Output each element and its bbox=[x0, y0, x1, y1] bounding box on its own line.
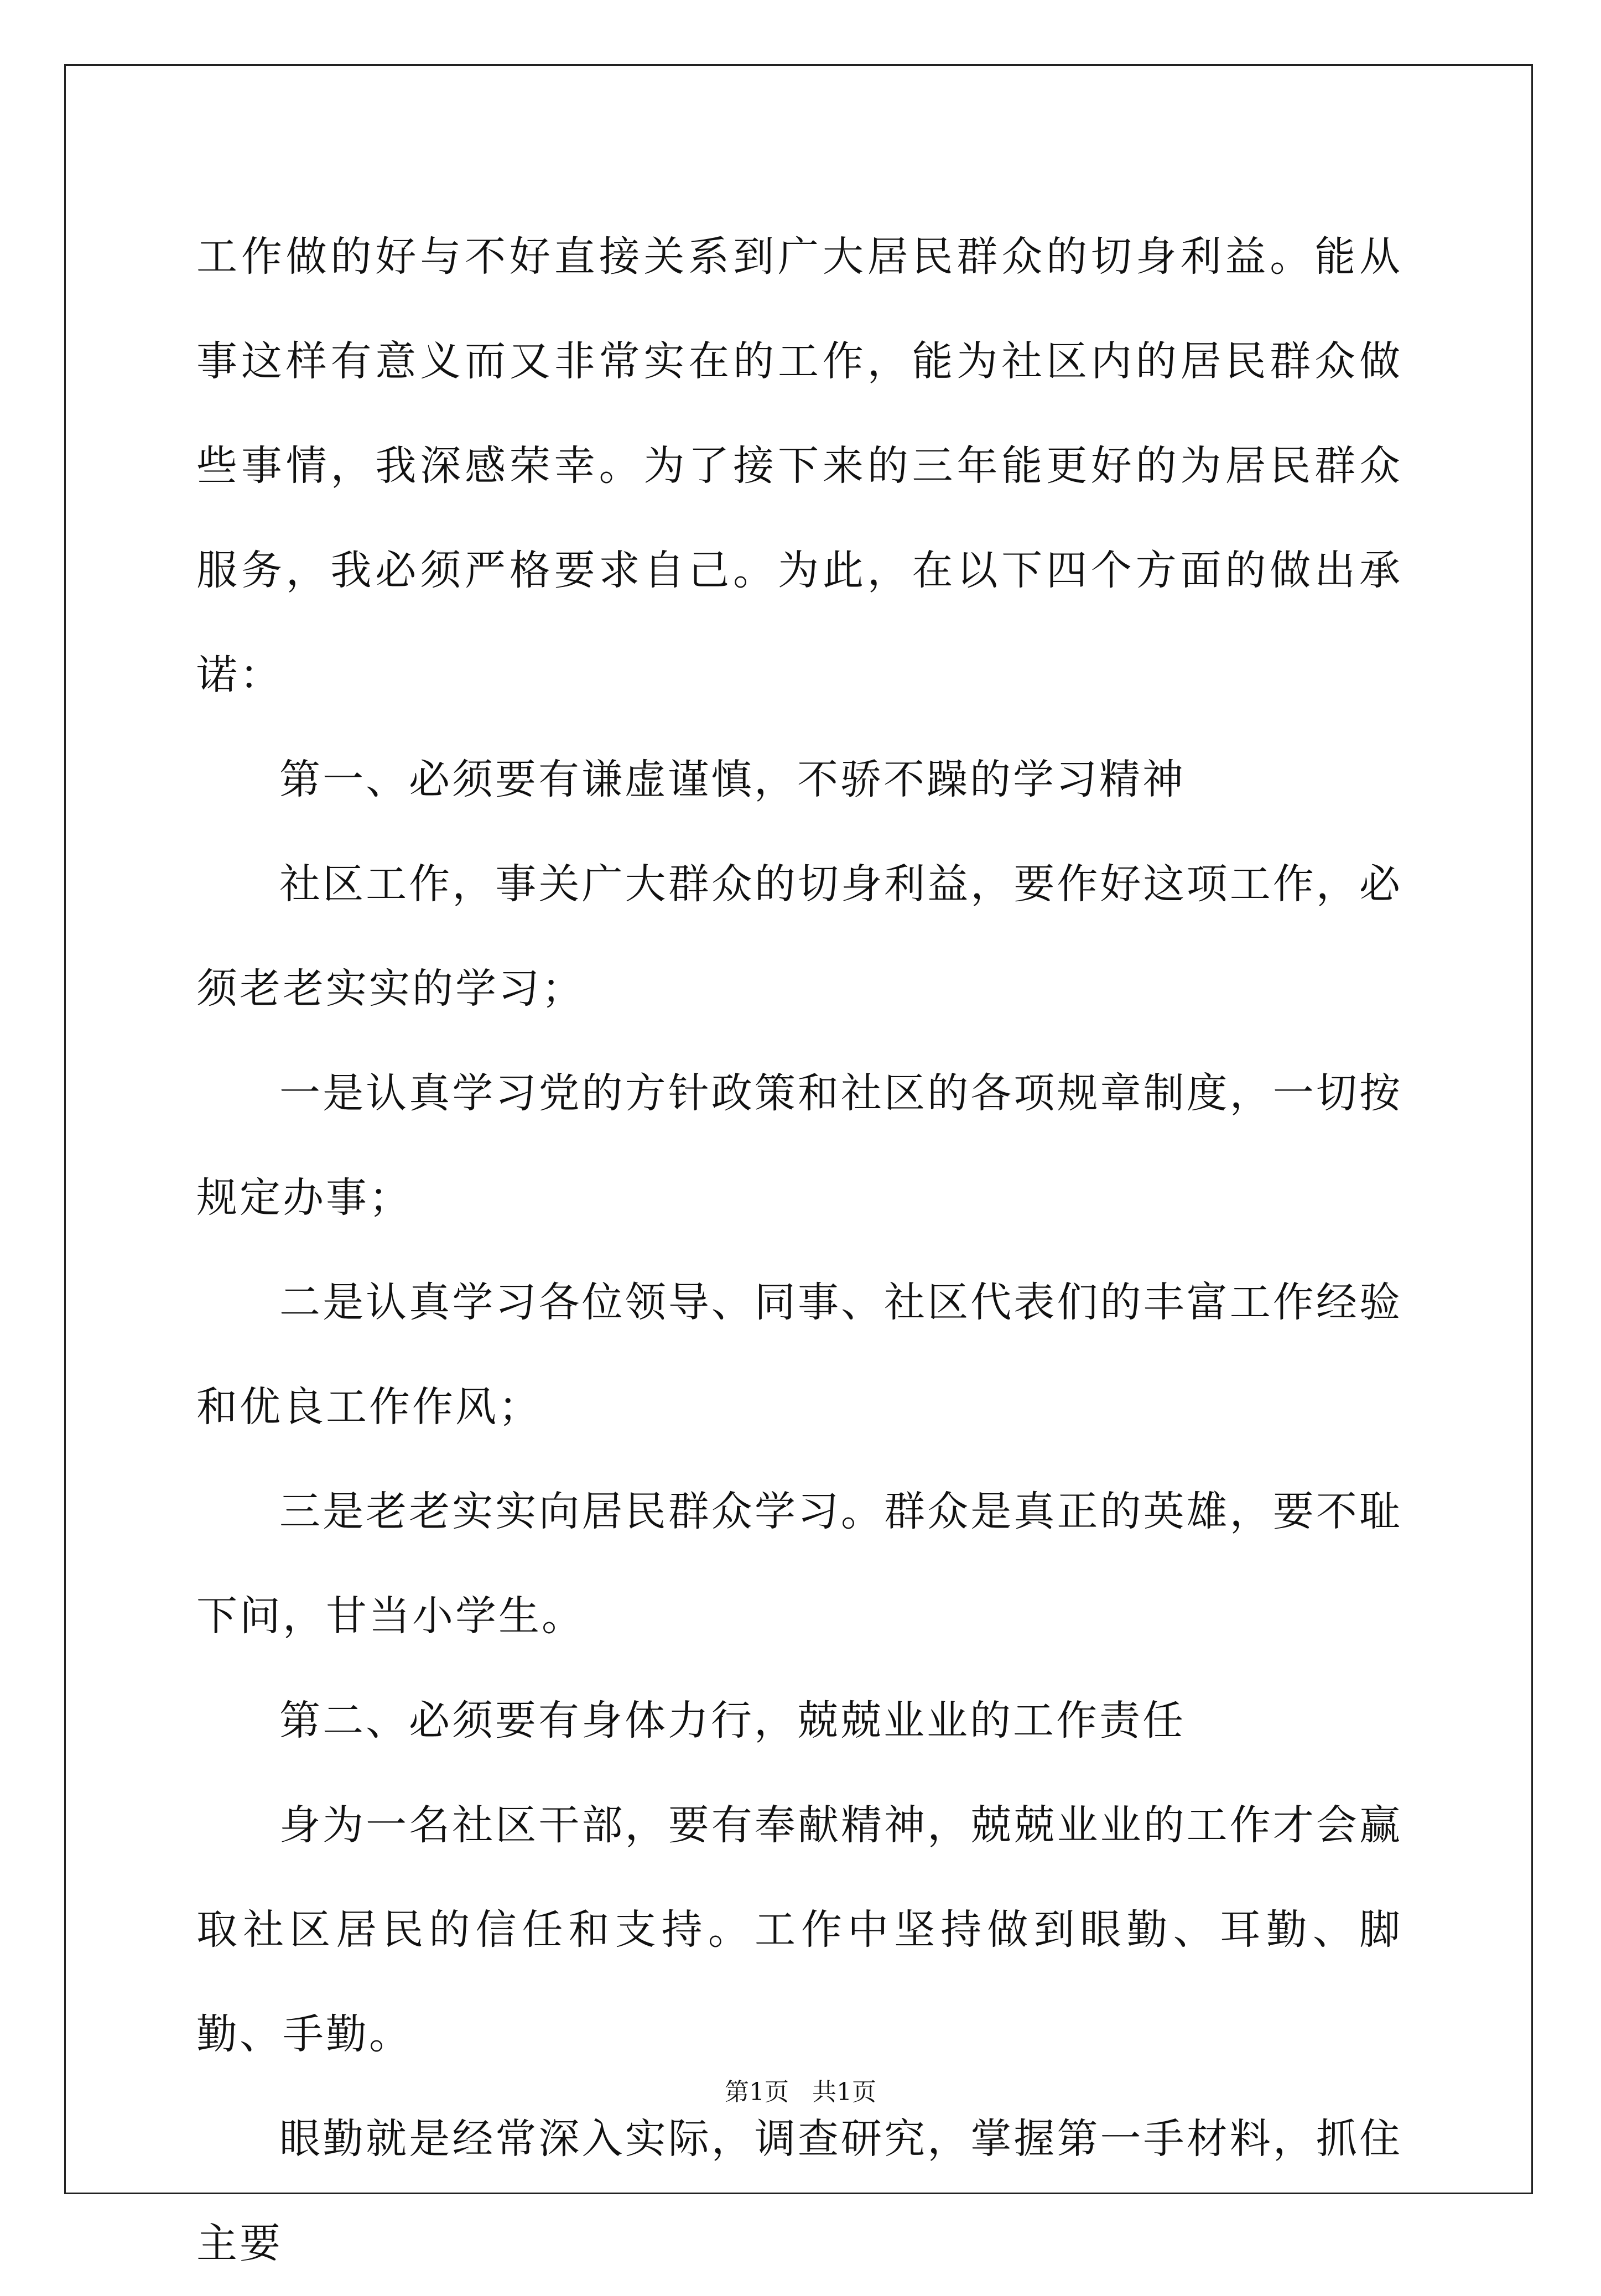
page-footer: 第1页 共1页 bbox=[725, 2078, 876, 2106]
paragraph: 社区工作，事关广大群众的切身利益，要作好这项工作，必须老老实实的学习； bbox=[196, 860, 1402, 1012]
paragraph-intro: 工作做的好与不好直接关系到广大居民群众的切身利益。能从事这样有意义而又非常实在的工作，能为社区内的居民群众做些事情，我深感荣幸。为了接下来的三年能更好的为居民群众服务，我必须严格要求自己。为此，在以下四个方面的做出承诺： bbox=[196, 233, 1402, 699]
paragraph: 三是老老实实向居民群众学习。群众是真正的英雄，要不耻下问，甘当小学生。 bbox=[196, 1488, 1402, 1640]
paragraph: 眼勤就是经常深入实际，调查研究，掌握第一手材料，抓住主要 bbox=[196, 2115, 1402, 2267]
paragraph: 一是认真学习党的方针政策和社区的各项规章制度，一切按规定办事； bbox=[196, 1069, 1402, 1222]
document-body bbox=[196, 205, 1402, 2296]
paragraph: 二是认真学习各位领导、同事、社区代表们的丰富工作经验和优良工作作风； bbox=[196, 1279, 1402, 1431]
paragraph: 身为一名社区干部，要有奉献精神，兢兢业业的工作才会赢取社区居民的信任和支持。工作中坚持做到眼勤、耳勤、脚勤、手勤。 bbox=[196, 1801, 1402, 2058]
paragraph-heading-1: 第一、必须要有谦虚谨慎，不骄不躁的学习精神 bbox=[279, 756, 1186, 803]
paragraph-heading-2: 第二、必须要有身体力行，兢兢业业的工作责任 bbox=[279, 1697, 1186, 1744]
